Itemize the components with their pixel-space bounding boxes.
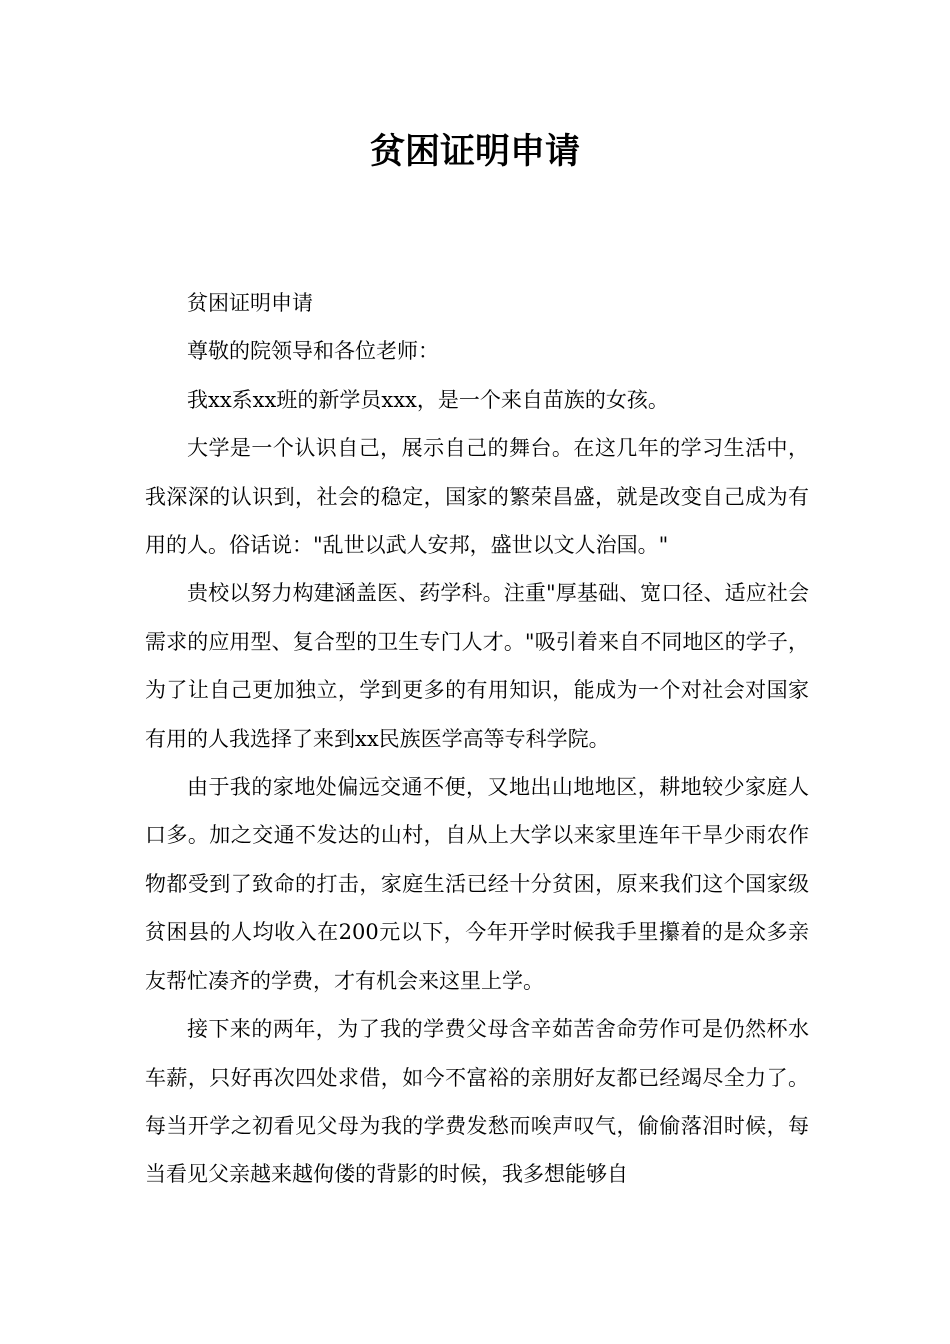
paragraph-family-situation: 由于我的家地处偏远交通不便，又地出山地地区，耕地较少家庭人口多。加之交通不发达的山村，自从上大学以来家里连年干旱少雨农作物都受到了致命的打击，家庭生活已经十分贫困，原来我们这个国家级贫困县的人均收入在200元以下，今年开学时候我手里攥着的是众多亲友帮忙凑齐的学费，才有机会来这里上学。 (145, 775, 809, 993)
paragraph-heading: 贫困证明申请 (187, 291, 313, 315)
paragraph-salutation: 尊敬的院领导和各位老师： (187, 339, 439, 364)
paragraph-school-choice: 贵校以努力构建涵盖医、药学科。注重"厚基础、宽口径、适应社会需求的应用型、复合型的卫生专门人才。"吸引着来自不同地区的学子，为了让自己更加独立，学到更多的有用知识，能成为一个对社会对国家有用的人我选择了来到xx民族医学高等专科学院。 (145, 581, 809, 751)
paragraph-university: 大学是一个认识自己，展示自己的舞台。在这几年的学习生活中，我深深的认识到，社会的稳定，国家的繁荣昌盛，就是改变自己成为有用的人。俗话说："乱世以武人安邦，盛世以文人治国。" (145, 436, 809, 558)
paragraph-tuition-hardship: 接下来的两年，为了我的学费父母含辛茹苦舍命劳作可是仍然杯水车薪，只好再次四处求借，如今不富裕的亲朋好友都已经竭尽全力了。每当开学之初看见父母为我的学费发愁而唉声叹气，偷偷落泪时候，每当看见父亲越来越佝偻的背影的时候，我多想能够自 (145, 1017, 809, 1187)
document-title: 贫困证明申请 (369, 132, 580, 172)
document-body (145, 279, 809, 1199)
paragraph-introduction: 我xx系xx班的新学员xxx，是一个来自苗族的女孩。 (187, 387, 669, 412)
